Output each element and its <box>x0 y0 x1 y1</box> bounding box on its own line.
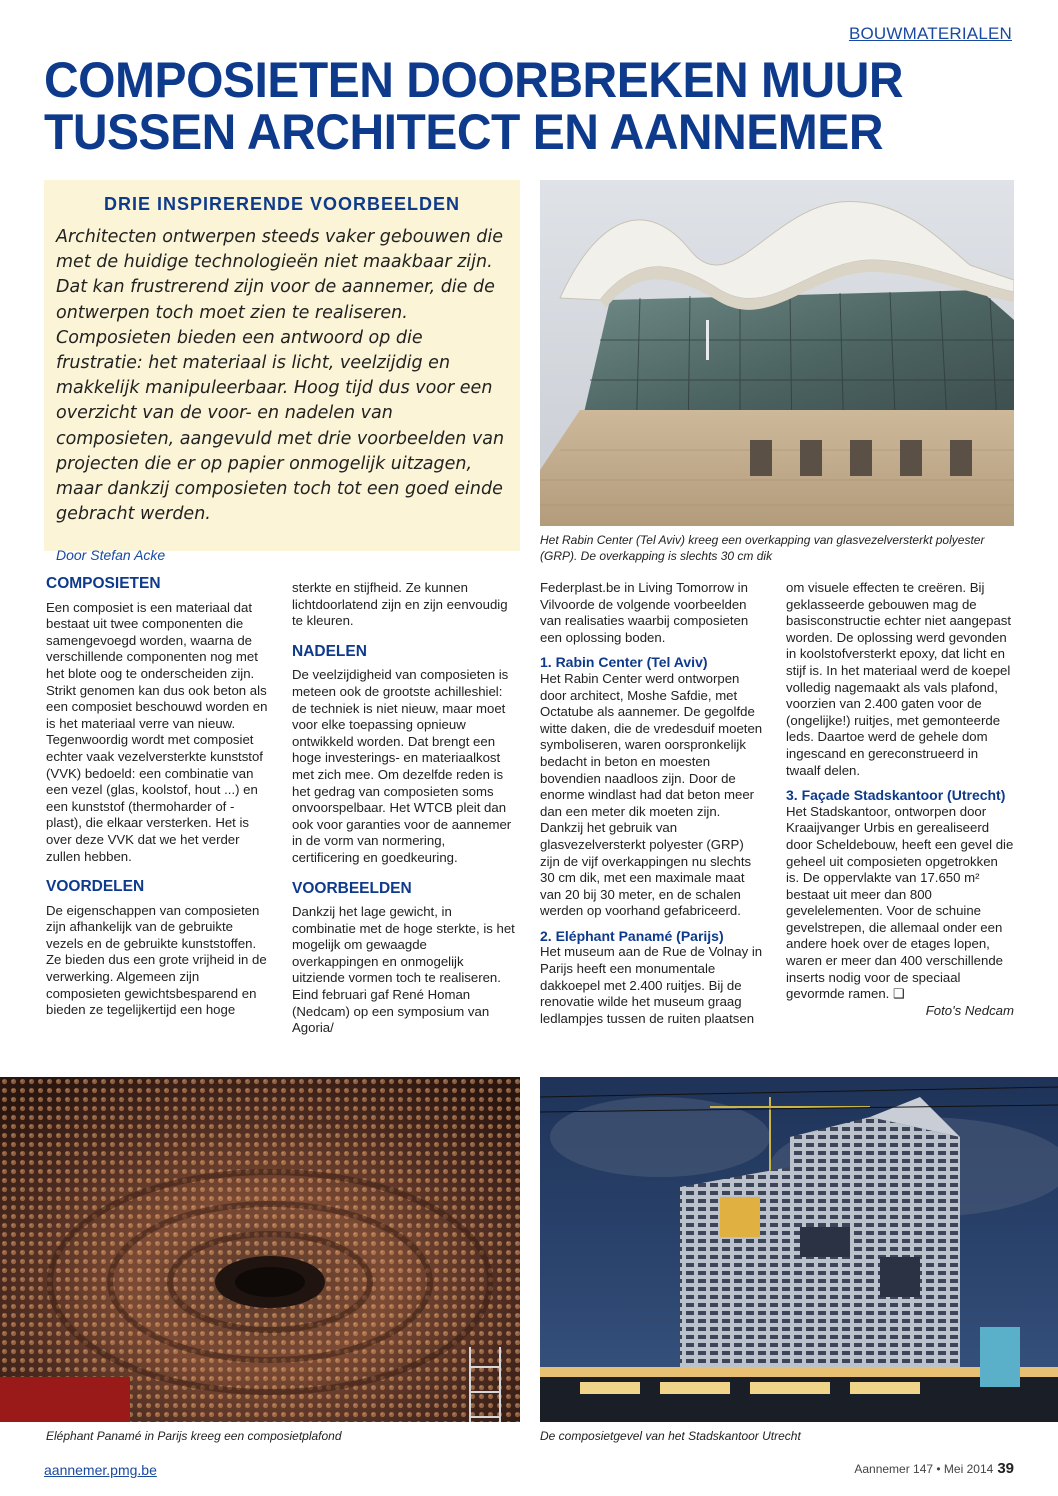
paragraph-elephant-paname: Het museum aan de Rue de Volnay in Parijs heeft een monumentale dakkoepel met 2.400 ruitjes. Bij de renovatie wilde het museum graag ledlampjes tussen de ruiten plaatsen <box>540 944 763 1026</box>
elephant-paname-caption: Eléphant Panamé in Parijs kreeg een composietplafond <box>46 1429 342 1443</box>
stadskantoor-utrecht-photo <box>540 1077 1058 1422</box>
intro-box <box>44 180 520 564</box>
issue-label: Aannemer 147 • Mei 2014 <box>854 1462 994 1476</box>
heading-rabin-center: 1. Rabin Center (Tel Aviv) <box>540 654 708 671</box>
heading-voorbeelden: VOORBEELDEN <box>292 879 412 897</box>
paragraph-voordelen: De eigenschappen van composieten zijn afhankelijk van de gebruikte vezels en de gebruikte kunststoffen. Ze bieden dus een grote vrijheid in de verwerking. Algemeen zijn composieten gewichtsbesparend en bieden ze tegelijkertijd een hoge <box>46 902 267 1018</box>
page-title <box>44 54 985 158</box>
column-1 <box>46 576 270 1019</box>
intro-text: Architecten ontwerpen steeds vaker gebouwen die met de huidige technologieën niet maakbaar zijn. Dat kan frustrerend zijn voor de aannemer, die de ontwerpen toch moet zien te realiseren. Composieten bieden een antwoord op die frustratie: het materiaal is licht, veelzijdig en makkelijk manipuleerbaar. Hoog tijd dus voor een overzicht van de voor- en nadelen van composieten, aangevuld met drie voorbeelden van projecten die er op papier onmogelijk uitzagen, maar dankzij composieten toch tot een goed einde gebracht werden. <box>56 227 505 525</box>
paragraph-composieten: Een composiet is een materiaal dat bestaat uit twee componenten die samengevoegd worden, waarna de verschillende componenten nog met het blote oog te onderscheiden zijn. Strikt genomen kan dus ook beton als een composiet beschouwd worden en is het materiaal verre van nieuw. Tegenwoordig wordt met composiet echter vaak vezelversterkte kunststof (VVK) bedoeld: een combinatie van een vezel (glas, koolstof, hout ...) en een kunststof (thermoharder of -plast), die elkaar versterken. Het is over deze VVK dat we het verder zullen hebben. <box>46 599 268 864</box>
intro-heading: DRIE INSPIRERENDE VOORBEELDEN <box>103 194 461 214</box>
rabin-center-caption: Het Rabin Center (Tel Aviv) kreeg een overkapping van glasvezelversterkt polyester (GRP). De overkapping is slechts 30 cm dik <box>540 533 985 563</box>
website-link[interactable]: aannemer.pmg.be <box>44 1462 157 1478</box>
elephant-paname-photo <box>0 1077 520 1422</box>
stadskantoor-utrecht-illustration <box>540 1077 1058 1422</box>
heading-elephant-paname: 2. Eléphant Panamé (Parijs) <box>540 927 724 944</box>
paragraph-voorbeelden: Dankzij het lage gewicht, in combinatie met de hoge sterkte, is het mogelijk om gewaagde overkappingen en onmogelijk uitziende vormen toch te realiseren. Eind februari gaf René Homan (Nedcam) op een symposium van Agoria/ <box>292 904 515 1036</box>
heading-nadelen: NADELEN <box>292 642 367 660</box>
heading-composieten: COMPOSIETEN <box>46 575 161 592</box>
paragraph-rabin-center: Het Rabin Center werd ontworpen door architect, Moshe Safdie, met Octatube als aannemer. De gegolfde witte daken, die de vredesduif moeten symboliseren, waren oorspronkelijk bedacht in beton en moesten bovendien naadloos zijn. Door de enorme windlast had dat beton meer dan een meter dik moeten zijn. Dankzij het gebruik van glasvezelversterkt polyester (GRP) zijn de vijf overkappingen nu slechts 30 cm dik, met een maximale maat van 20 bij 30 meter, en de schalen werden op voorhand gefabriceerd. <box>540 670 763 919</box>
column-3 <box>540 580 764 1027</box>
page-title-line-2: TUSSEN ARCHITECT EN AANNEMER <box>44 104 884 160</box>
page-title-line-1: COMPOSIETEN DOORBREKEN MUUR <box>44 52 904 108</box>
heading-stadskantoor: 3. Façade Stadskantoor (Utrecht) <box>786 787 1006 804</box>
byline: Door Stefan Acke <box>56 547 166 564</box>
stadskantoor-utrecht-caption: De composietgevel van het Stadskantoor Utrecht <box>540 1429 801 1443</box>
column-2 <box>292 580 516 1037</box>
rabin-center-photo <box>540 180 1014 526</box>
paragraph-nadelen: De veelzijdigheid van composieten is meteen ook de grootste achilleshiel: de techniek is niet nieuw, maar moet voor elke toepassing opnieuw ontwikkeld worden. Dat brengt een hoge investerings- en materiaalkost met zich mee. Om dezelfde reden is het gedrag van composieten soms onvoorspelbaar. Het WTCB pleit dan ook voor garanties voor de aannemer in de vorm van normering, certificering en goedkeuring. <box>292 667 512 865</box>
paragraph-voordelen-cont: sterkte en stijfheid. Ze kunnen lichtdoorlatend zijn en zijn eenvoudig te kleuren. <box>292 580 508 629</box>
paragraph-elephant-cont: om visuele effecten te creëren. Bij geklasseerde gebouwen mag de basisconstructie echter niet aangepast worden. De oplossing werd gevonden in koolstofversterkt epoxy, dat licht en stijf is. In het materiaal werd de koepel volledig nagemaakt als vals plafond, voorzien van 2.400 gaten voor de (ongelijke!) ruitjes, met gemonteerde leds. Daartoe werd de gehele dom ingescand en gereconstrueerd in twaalf delen. <box>786 580 1012 778</box>
paragraph-stadskantoor: Het Stadskantoor, ontworpen door Kraaijvanger Urbis en gerealiseerd door Scheldebouw, heeft een gevel die geheel uit composieten opgetrokken is. De oppervlakte van 17.650 m² bestaat uit meer dan 800 gevelelementen. Voor de schuine gevelstrepen, die allemaal onder een andere hoek over de etages lopen, waren er meer dan 400 verschillende inserts nodig voor de speciaal gevormde ramen. ❑ <box>786 803 1014 1002</box>
heading-voordelen: VOORDELEN <box>46 878 145 896</box>
section-tag: BOUWMATERIALEN <box>848 24 1012 43</box>
page-number: 39 <box>997 1460 1014 1477</box>
issue-info <box>854 1460 1014 1477</box>
elephant-paname-illustration <box>0 1077 520 1422</box>
rabin-center-illustration <box>540 180 1014 526</box>
photo-credit: Foto's Nedcam <box>925 1002 1014 1018</box>
paragraph-voorbeelden-cont: Federplast.be in Living Tomorrow in Vilvoorde de volgende voorbeelden van realisaties waarbij composieten een oplossing boden. <box>540 580 749 645</box>
column-4 <box>786 580 1014 1019</box>
